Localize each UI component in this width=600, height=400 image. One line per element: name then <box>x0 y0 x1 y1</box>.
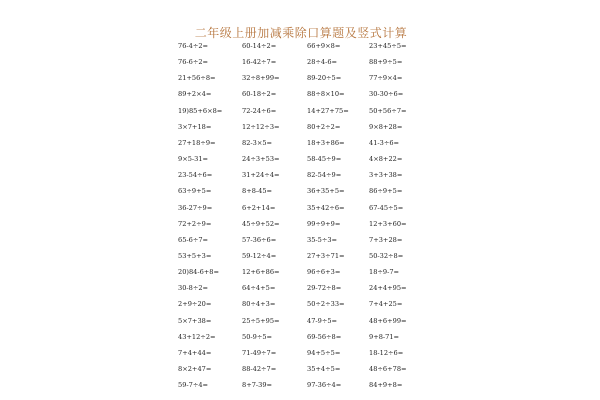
problem-cell: 3×7+18= <box>178 122 212 131</box>
problem-row <box>162 136 440 150</box>
problem-cell: 88-42÷7= <box>242 365 277 373</box>
problem-cell: 7+4+44= <box>178 348 212 357</box>
problem-cell: 59-7÷4= <box>178 381 209 390</box>
problem-row <box>162 330 440 344</box>
problem-cell: 12÷12÷3= <box>242 122 280 131</box>
problem-cell: 8+8-45= <box>242 187 273 196</box>
problem-row <box>162 314 440 328</box>
problem-cell: 8+7-39= <box>242 381 273 390</box>
problem-cell: 50-32÷8= <box>369 251 404 260</box>
problem-cell: 80÷4+3= <box>242 300 276 309</box>
problem-cell: 59-12÷4= <box>242 251 277 260</box>
problem-row <box>162 39 440 53</box>
problem-cell: 66+9×8= <box>307 42 341 50</box>
problem-cell: 27+3÷71= <box>307 251 345 260</box>
problem-row <box>162 168 440 182</box>
problem-cell: 31+24÷4= <box>242 171 280 180</box>
problem-cell: 4×8+22= <box>369 155 403 164</box>
problem-cell: 9×5-31= <box>178 155 209 164</box>
problem-row <box>162 104 440 118</box>
problem-cell: 69-56÷8= <box>307 332 342 341</box>
problem-cell: 86÷9+5= <box>369 187 403 196</box>
problem-cell: 71-49÷7= <box>242 348 277 357</box>
problem-row <box>162 87 440 101</box>
problem-cell: 63÷9+5= <box>178 187 212 196</box>
problem-row <box>162 152 440 166</box>
problem-cell: 36+35+5= <box>307 187 345 196</box>
problem-cell: 48+6+99= <box>369 316 407 325</box>
problem-cell: 89-20÷5= <box>307 74 342 83</box>
problem-cell: 60-14÷2= <box>242 42 277 50</box>
problem-row <box>162 55 440 69</box>
problem-cell: 9×8+28= <box>369 122 403 131</box>
problem-cell: 30-8÷2= <box>178 284 209 293</box>
problem-cell: 18-12÷6= <box>369 348 404 357</box>
problem-cell: 45÷9+52= <box>242 219 280 228</box>
problem-cell: 35+4÷5= <box>307 365 341 373</box>
problem-cell: 43+12÷2= <box>178 332 216 341</box>
problem-cell: 94+5÷5= <box>307 348 341 357</box>
problem-cell: 12+6+86= <box>242 268 280 277</box>
worksheet-title: 二年级上册加减乘除口算题及竖式计算 <box>194 26 408 40</box>
problem-cell: 24+4+95= <box>369 284 407 293</box>
problem-cell: 82-54÷9= <box>307 171 342 180</box>
problem-row <box>162 184 440 198</box>
problem-cell: 23-54÷6= <box>178 171 213 180</box>
problem-cell: 41-3÷6= <box>369 138 400 147</box>
problem-cell: 21+56÷8= <box>178 74 216 83</box>
problem-cell: 14+27+75= <box>307 106 349 115</box>
problem-cell: 50÷2÷33= <box>307 300 345 309</box>
problem-cell: 16-42÷7= <box>242 58 277 67</box>
problem-row <box>162 217 440 231</box>
problem-cell: 50+56÷7= <box>369 106 407 115</box>
problem-cell: 32÷8+99= <box>242 74 280 83</box>
problem-cell: 24÷3+53= <box>242 155 280 164</box>
problem-cell: 35+42÷6= <box>307 203 345 212</box>
problem-cell: 27+18÷9= <box>178 138 216 147</box>
problem-cell: 18÷9-7= <box>369 268 400 277</box>
problem-cell: 28÷4-6= <box>307 58 338 67</box>
problem-row <box>162 297 440 311</box>
problem-cell: 82-3×5= <box>242 138 273 147</box>
problem-cell: 36-27÷9= <box>178 203 213 212</box>
problem-row <box>162 71 440 85</box>
problem-cell: 8×2+47= <box>178 365 212 373</box>
problem-row <box>162 281 440 295</box>
problem-row <box>162 201 440 215</box>
problem-cell: 77÷9×4= <box>369 74 403 83</box>
problem-row <box>162 265 440 279</box>
problem-cell: 99÷9+9= <box>307 219 341 228</box>
problem-cell: 18+3+86= <box>307 138 345 147</box>
problem-cell: 25÷5+95= <box>242 316 280 325</box>
problem-cell: 9+8-71= <box>369 332 400 341</box>
problem-row <box>162 362 440 376</box>
problem-cell: 67-45÷5= <box>369 203 404 212</box>
problem-cell: 53+5+3= <box>178 251 212 260</box>
problem-row <box>162 233 440 247</box>
problem-cell: 47-9÷5= <box>307 316 338 325</box>
problem-cell: 88÷8×10= <box>307 90 345 99</box>
problem-row <box>162 378 440 392</box>
worksheet-page <box>162 0 440 400</box>
problem-cell: 50-9÷5= <box>242 332 273 341</box>
problem-cell: 3+3+38= <box>369 171 403 180</box>
problem-cell: 96÷6+3= <box>307 268 341 277</box>
problem-cell: 7+3+28= <box>369 235 403 244</box>
problem-cell: 6+2+14= <box>242 203 276 212</box>
problem-cell: 72-24÷6= <box>242 106 277 115</box>
problem-row <box>162 346 440 360</box>
problem-cell: 5×7+38= <box>178 316 212 325</box>
problem-cell: 30-30÷6= <box>369 90 404 99</box>
problem-cell: 57-36÷6= <box>242 235 277 244</box>
problem-cell: 20)84-6+8= <box>178 268 220 277</box>
problem-cell: 97-36÷4= <box>307 381 342 390</box>
problem-cell: 58-45÷9= <box>307 155 342 164</box>
problem-cell: 72+2÷9= <box>178 219 212 228</box>
problem-row <box>162 249 440 263</box>
problem-cell: 88+9÷5= <box>369 58 403 67</box>
problem-cell: 60-18÷2= <box>242 90 277 99</box>
problem-cell: 80+2÷2= <box>307 122 341 131</box>
problem-cell: 76-6÷2= <box>178 58 209 67</box>
problem-cell: 19)85+6×8= <box>178 106 223 115</box>
problem-cell: 7+4+25= <box>369 300 403 309</box>
problem-cell: 2+9÷20= <box>178 300 212 309</box>
problem-cell: 23+45÷5= <box>369 42 407 50</box>
problem-cell: 89+2×4= <box>178 90 212 99</box>
problem-cell: 84+9+8= <box>369 381 403 390</box>
problem-cell: 64÷4+5= <box>242 284 276 293</box>
problem-cell: 35-5÷3= <box>307 235 338 244</box>
problem-cell: 76-4÷2= <box>178 42 209 50</box>
problem-cell: 12+3+60= <box>369 219 407 228</box>
problem-cell: 48÷6+78= <box>369 365 407 373</box>
problem-row <box>162 120 440 134</box>
problem-cell: 65-6÷7= <box>178 235 209 244</box>
problem-cell: 29-72÷8= <box>307 284 342 293</box>
